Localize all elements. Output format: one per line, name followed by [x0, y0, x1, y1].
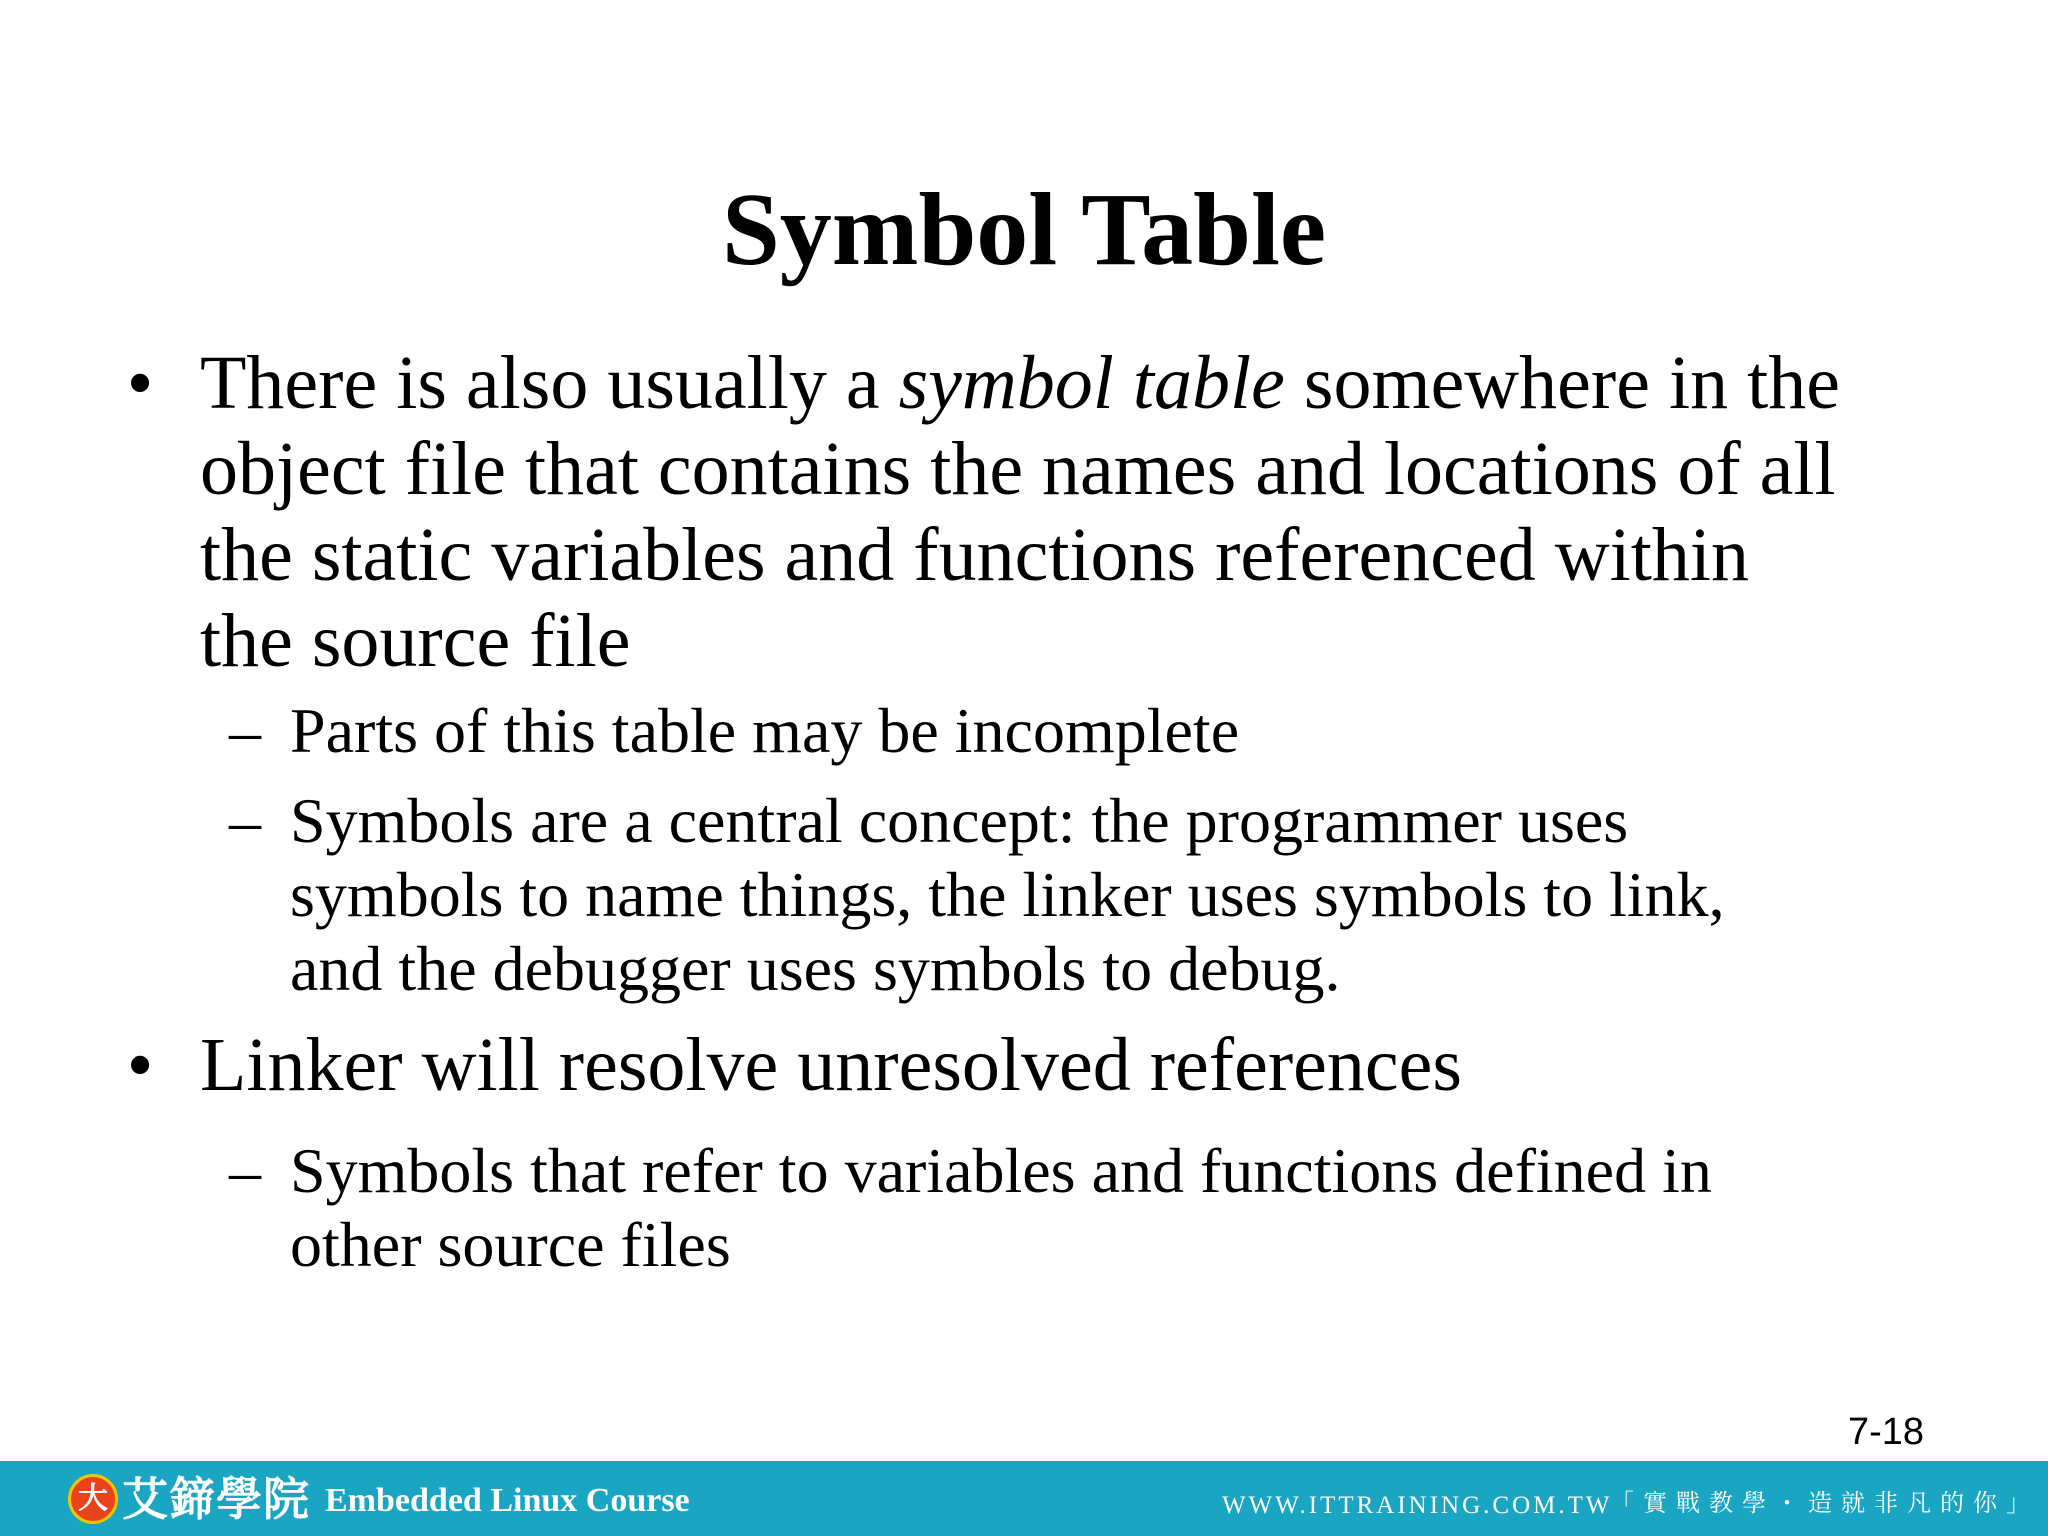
emphasis-text: symbol table — [898, 341, 1285, 425]
bullet-line: Linker will resolve unresolved references — [200, 1023, 1462, 1107]
bullet-line: the source file — [200, 599, 631, 683]
bullet-icon: • — [126, 341, 154, 425]
sub-bullet-line: Symbols are a central concept: the programmer uses — [290, 785, 1629, 856]
footer-bar — [0, 1461, 2048, 1536]
slide-body — [120, 340, 1940, 1282]
bullet-text: There is also usually a — [200, 341, 899, 425]
sub-bullet-line: other source files — [290, 1209, 731, 1280]
bullet-line — [200, 340, 1940, 426]
bullet-text: somewhere in the — [1284, 341, 1840, 425]
sub-bullet-line: and the debugger uses symbols to debug. — [290, 933, 1341, 1004]
page-number: 7-18 — [1847, 1411, 1924, 1453]
bullet-item — [120, 1022, 1940, 1108]
sub-bullet-item — [120, 1134, 1940, 1282]
sub-bullet-item — [120, 784, 1940, 1006]
slide-title: Symbol Table — [721, 172, 1327, 287]
dash-icon: – — [229, 785, 261, 856]
logo-icon: 大 — [68, 1474, 118, 1524]
bullet-line: the static variables and functions referenced within — [200, 513, 1749, 597]
brand-logo — [68, 1471, 310, 1527]
dash-icon: – — [229, 1135, 261, 1206]
course-name: Embedded Linux Course — [325, 1482, 690, 1519]
slogan: 「實戰教學・造就非凡的你」 — [1610, 1489, 2039, 1517]
logo-text: 艾鍗學院 — [122, 1472, 310, 1526]
bullet-item — [120, 340, 1940, 684]
dash-icon: – — [229, 695, 261, 766]
sub-bullet-line: Symbols that refer to variables and functions defined in — [290, 1135, 1712, 1206]
website-url: WWW.ITTRAINING.COM.TW — [1222, 1492, 1613, 1519]
bullet-icon: • — [126, 1023, 154, 1107]
sub-bullet-item — [120, 694, 1940, 768]
sub-bullet-line: Parts of this table may be incomplete — [290, 695, 1240, 766]
bullet-line: object file that contains the names and locations of all — [200, 427, 1836, 511]
sub-bullet-line: symbols to name things, the linker uses symbols to link, — [290, 859, 1725, 930]
